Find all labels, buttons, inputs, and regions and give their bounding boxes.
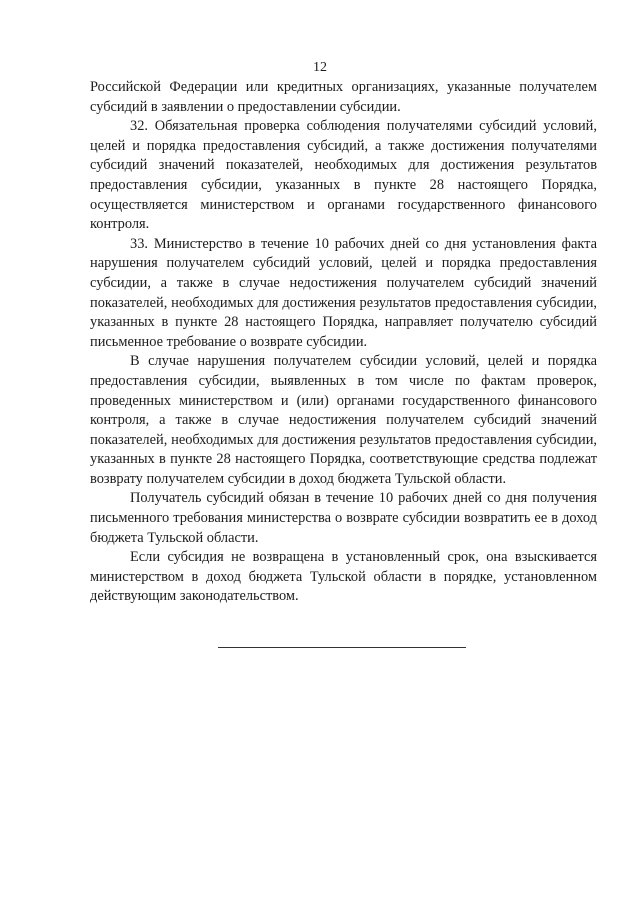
paragraph-clause-32: 32. Обязательная проверка соблюдения получателями субсидий условий, целей и порядка предоставления субсидий, а также достижения получателями субсидий значений показателей, необходимых для достижения результатов предоставления субсидии, указанных в пункте 28 настоящего Порядка, осуществляется министерством и органами государственного финансового контроля. xyxy=(90,118,597,233)
page-number: 12 xyxy=(313,60,327,75)
end-of-document-line xyxy=(218,647,466,648)
document-body xyxy=(90,78,597,607)
paragraph-violation-refund: В случае нарушения получателем субсидии условий, целей и порядка предоставления субсидии, выявленных в том числе по фактам проверок, проведенных министерством и (или) органами государственного финансового контроля, а также в случае недостижения получателем субсидий значений показателей, необходимых для достижения результатов предоставления субсидии, указанных в пункте 28 настоящего Порядка, соответствующие средства подлежат возврату получателем субсидии в доход бюджета Тульской области. xyxy=(90,353,597,487)
paragraph-refund-deadline: Получатель субсидий обязан в течение 10 рабочих дней со дня получения письменного требования министерства о возврате субсидии возвратить ее в доход бюджета Тульской области. xyxy=(90,490,597,546)
paragraph-recovery: Если субсидия не возвращена в установленный срок, она взыскивается министерством в доход бюджета Тульской области в порядке, установленном действующим законодательством. xyxy=(90,549,597,605)
paragraph-continuation: Российской Федерации или кредитных организациях, указанные получателем субсидий в заявлении о предоставлении субсидии. xyxy=(90,79,597,115)
paragraph-clause-33: 33. Министерство в течение 10 рабочих дней со дня установления факта нарушения получателем субсидий условий, целей и порядка предоставления субсидии, а также в случае недостижения получателем субсидий значений показателей, необходимых для достижения результатов предоставления субсидии, указанных в пункте 28 настоящего Порядка, направляет получателю субсидий письменное требование о возврате субсидии. xyxy=(90,235,597,350)
